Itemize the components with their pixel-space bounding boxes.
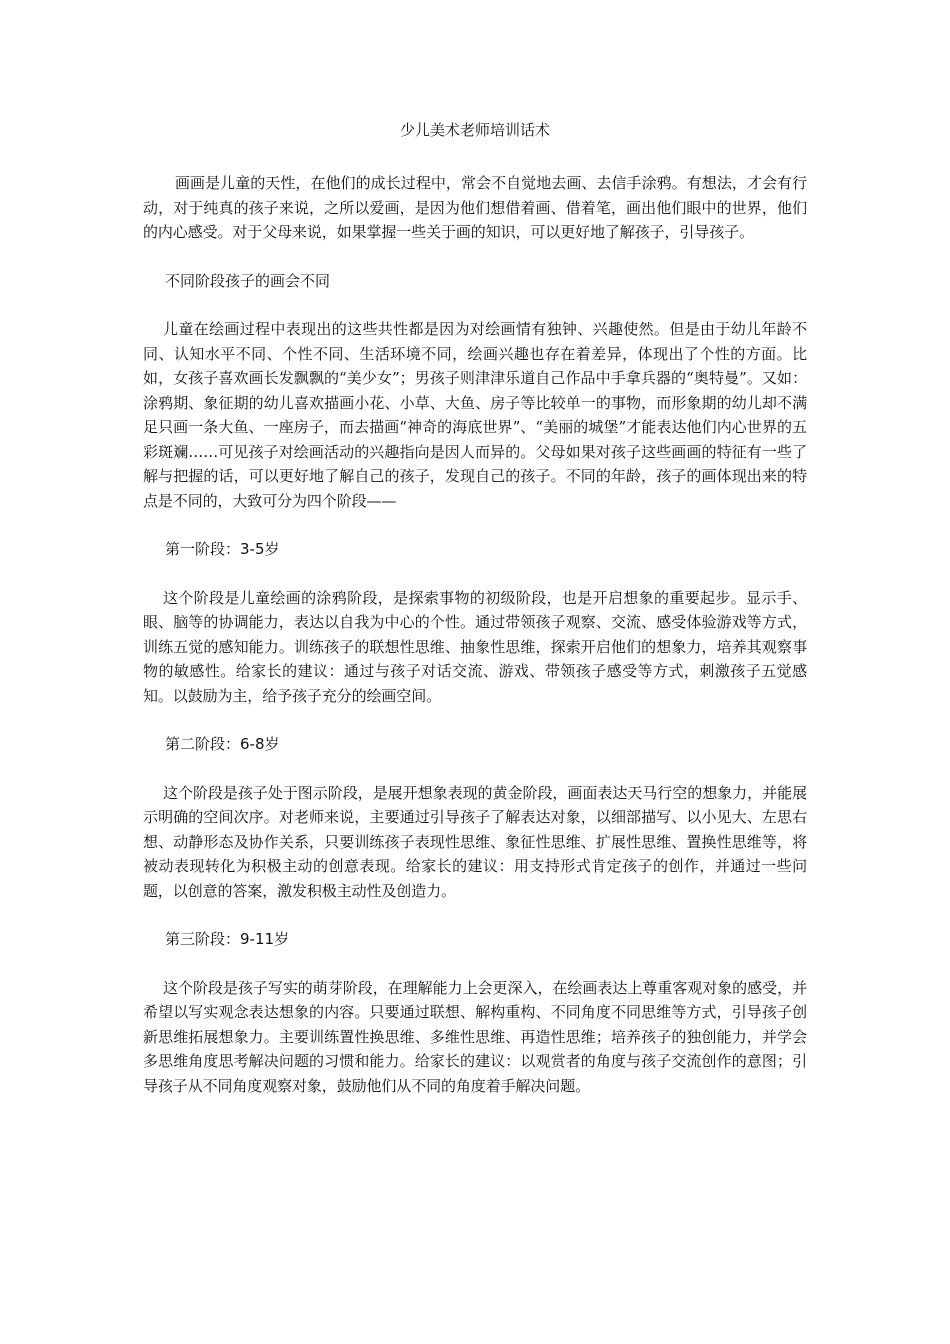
stage-1-body: 这个阶段是儿童绘画的涂鸦阶段，是探索事物的初级阶段，也是开启想象的重要起步。显示手、眼、脑等的协调能力，表达以自我为中心的个性。通过带领孩子观察、交流、感受体验游戏等方式，训练五觉的感知能力。训练孩子的联想性思维、抽象性思维，探索开启他们的想象力，培养其观察事物的敏感性。给家长的建议：通过与孩子对话交流、游戏、带领孩子感受等方式，刺激孩子五觉感知。以鼓励为主，给予孩子充分的绘画空间。 bbox=[143, 588, 807, 705]
stage-2-body: 这个阶段是孩子处于图示阶段，是展开想象表现的黄金阶段，画面表达天马行空的想象力，并能展示明确的空间次序。对老师来说，主要通过引导孩子了解表达对象，以细部描写、以小见大、左思右想、动静形态及协作关系，只要训练孩子表现性思维、象征性思维、扩展性思维、置换性思维等，将被动表现转化为积极主动的创意表现。给家长的建议：用支持形式肯定孩子的创作，并通过一些问题，以创意的答案，激发积极主动性及创造力。 bbox=[143, 783, 807, 900]
stage-2-heading bbox=[143, 732, 807, 757]
section-heading: 不同阶段孩子的画会不同 bbox=[165, 271, 331, 290]
stage-3-body: 这个阶段是孩子写实的萌芽阶段，在理解能力上会更深入，在绘画表达上尊重客观对象的感受，并希望以写实观念表达想象的内容。只要通过联想、解构重构、不同角度不同思维等方式，引导孩子创新思维拓展想象力。主要训练置性换思维、多维性思维、再造性思维；培养孩子的独创能力，并学会多思维角度思考解决问题的习惯和能力。给家长的建议：以观赏者的角度与孩子交流创作的意图；引导孩子从不同角度观察对象，鼓励他们从不同的角度着手解决问题。 bbox=[143, 978, 807, 1095]
section-body-paragraph: 儿童在绘画过程中表现出的这些共性都是因为对绘画情有独钟、兴趣使然。但是由于幼儿年龄不同、认知水平不同、个性不同、生活环境不同，绘画兴趣也存在着差异，体现出了个性的方面。比如，女孩子喜欢画长发飘飘的“美少女”；男孩子则津津乐道自己作品中手拿兵器的“奥特曼”。又如：涂鸦期、象征期的幼儿喜欢描画小花、小草、大鱼、房子等比较单一的事物，而形象期的幼儿却不满足只画一条大鱼、一座房子，而去描画“神奇的海底世界”、“美丽的城堡”才能表达他们内心世界的五彩斑斓……可见孩子对绘画活动的兴趣指向是因人而异的。父母如果对孩子这些画画的特征有一些了解与把握的话，可以更好地了解自己的孩子，发现自己的孩子。不同的年龄，孩子的画体现出来的特点是不同的，大致可分为四个阶段—— bbox=[143, 320, 807, 510]
stage-1-prefix: 第一阶段： bbox=[165, 540, 241, 558]
stage-1-range: 3-5 bbox=[240, 540, 265, 558]
document-title: 少儿美术老师培训话术 bbox=[399, 121, 550, 139]
stage-1-suffix: 岁 bbox=[264, 540, 280, 558]
stage-2-suffix: 岁 bbox=[264, 735, 280, 753]
stage-3-prefix: 第三阶段： bbox=[165, 930, 241, 948]
stage-3-suffix: 岁 bbox=[274, 930, 290, 948]
stage-2-prefix: 第二阶段： bbox=[165, 735, 241, 753]
stage-1-heading bbox=[143, 537, 807, 562]
stage-3-heading bbox=[143, 927, 807, 952]
stage-3-range: 9-11 bbox=[240, 930, 275, 948]
intro-paragraph: 画画是儿童的天性，在他们的成长过程中，常会不自觉地去画、去信手涂鸦。有想法，才会有行动，对于纯真的孩子来说，之所以爱画，是因为他们想借着画、借着笔，画出他们眼中的世界，他们的内心感受。对于父母来说，如果掌握一些关于画的知识，可以更好地了解孩子，引导孩子。 bbox=[143, 174, 807, 241]
stage-2-range: 6-8 bbox=[240, 735, 265, 753]
document-page bbox=[143, 118, 807, 1122]
